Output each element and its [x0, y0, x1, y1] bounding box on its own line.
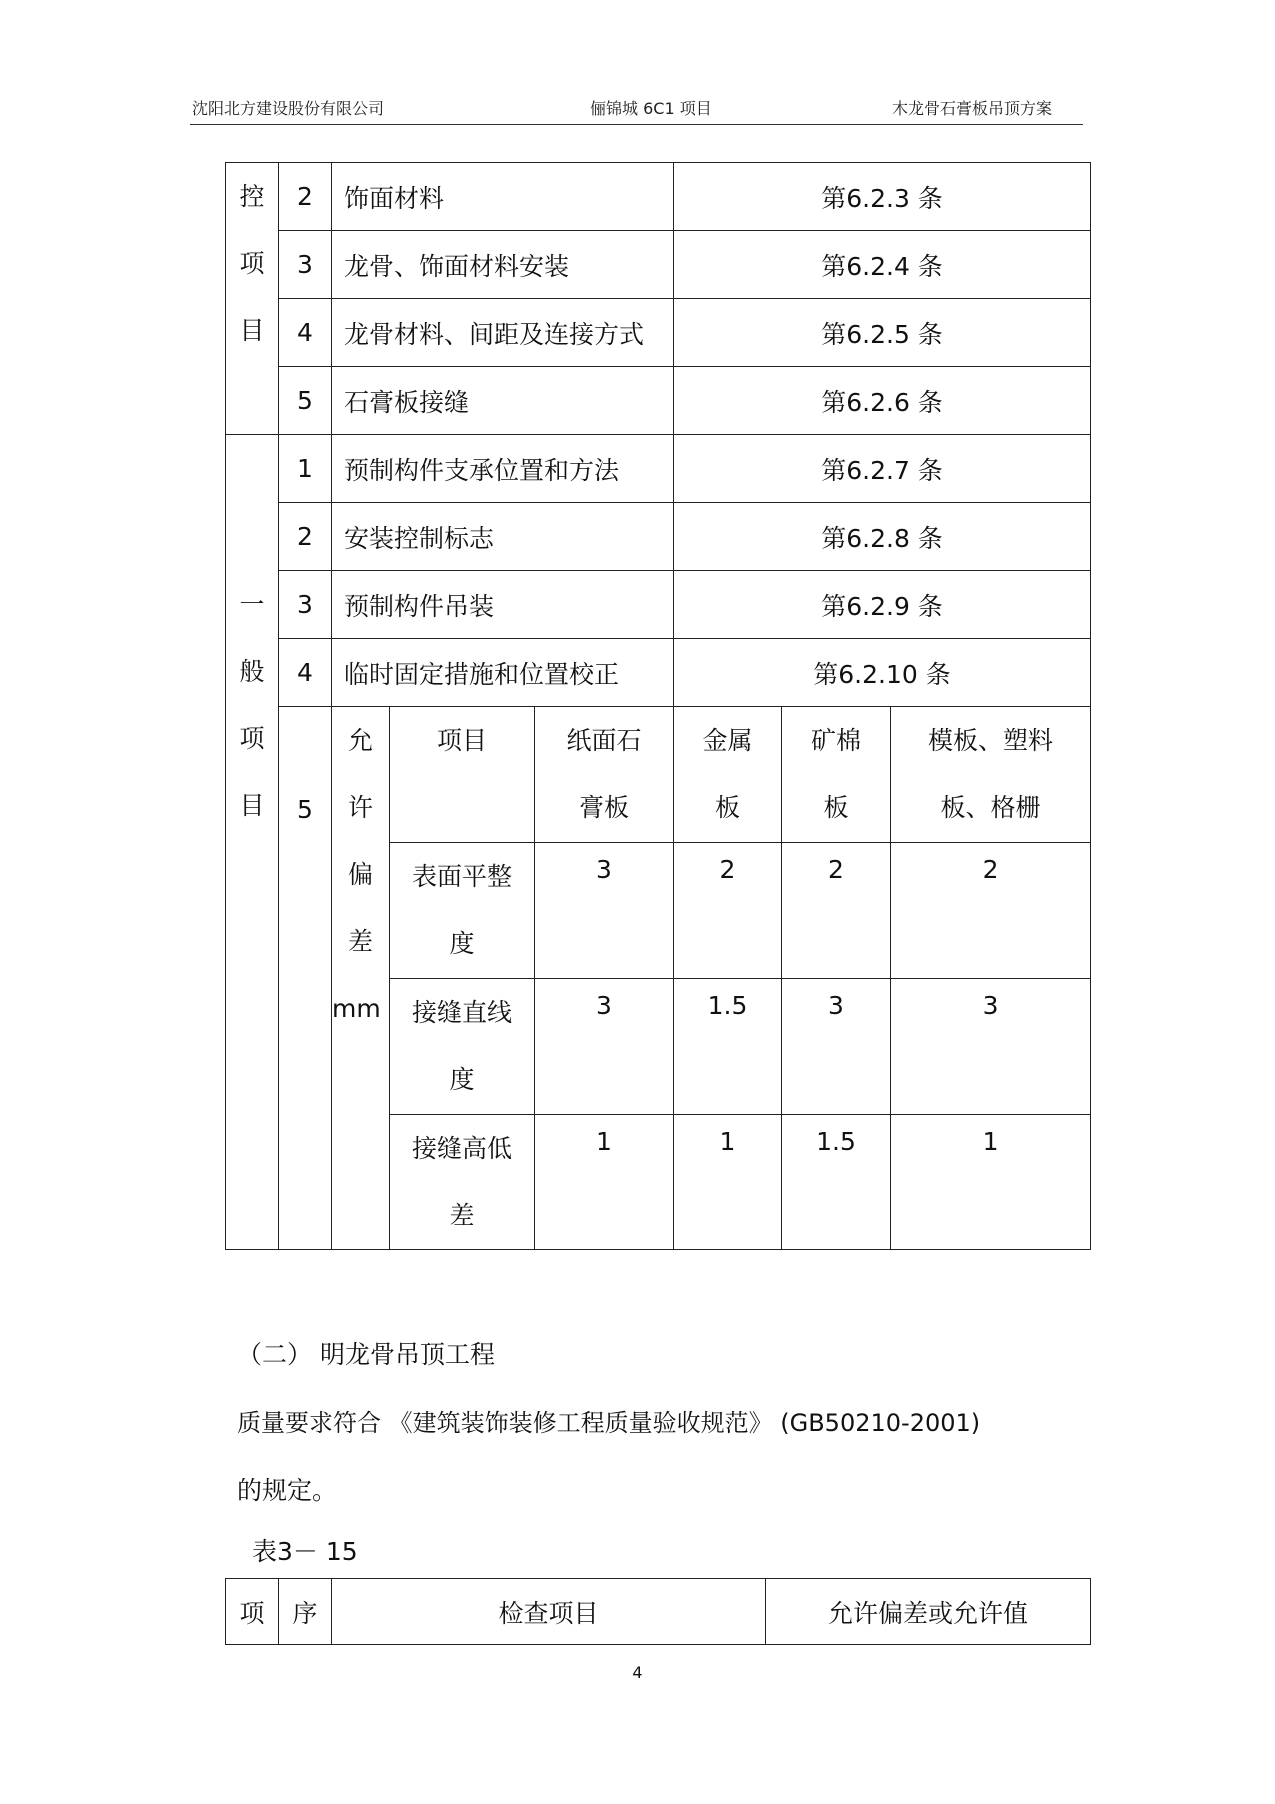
deviation-header-mineral: 矿棉 板: [782, 707, 891, 843]
header-check-item: 检查项目: [332, 1579, 766, 1645]
row-reference: 第6.2.10 条: [674, 639, 1091, 707]
row-reference: 第6.2.4 条: [674, 231, 1091, 299]
header-divider: [190, 124, 1083, 125]
deviation-row-name: 接缝高低 差: [390, 1115, 535, 1250]
deviation-number: 5: [279, 707, 332, 1250]
deviation-row-name: 接缝直线 度: [390, 979, 535, 1115]
deviation-value: 2: [891, 843, 1091, 979]
row-item: 饰面材料: [332, 163, 674, 231]
row-number: 2: [279, 163, 332, 231]
row-item: 龙骨、饰面材料安装: [332, 231, 674, 299]
section-paragraph-line2: 的规定。: [237, 1476, 338, 1505]
deviation-value: 1.5: [782, 1115, 891, 1250]
page-number: 4: [632, 1663, 643, 1682]
row-number: 2: [279, 503, 332, 571]
row-reference: 第6.2.5 条: [674, 299, 1091, 367]
header-plan: 木龙骨石膏板吊顶方案: [892, 99, 1053, 118]
row-reference: 第6.2.8 条: [674, 503, 1091, 571]
general-group-label: 一 般 项 目: [226, 435, 279, 1250]
section-heading: （二） 明龙骨吊顶工程: [237, 1340, 495, 1369]
deviation-value: 2: [782, 843, 891, 979]
quality-table: [225, 162, 1091, 1250]
row-number: 3: [279, 231, 332, 299]
row-number: 4: [279, 639, 332, 707]
row-number: 1: [279, 435, 332, 503]
deviation-header-composite: 模板、塑料 板、格栅: [891, 707, 1091, 843]
row-reference: 第6.2.9 条: [674, 571, 1091, 639]
deviation-header-item: 项目: [390, 707, 535, 843]
table-caption: 表3－ 15: [252, 1537, 358, 1566]
header-company: 沈阳北方建设股份有限公司: [192, 99, 385, 118]
row-number: 5: [279, 367, 332, 435]
row-item: 龙骨材料、间距及连接方式: [332, 299, 674, 367]
row-reference: 第6.2.7 条: [674, 435, 1091, 503]
open-keel-table: [225, 1578, 1091, 1645]
header-allowed: 允许偏差或允许值: [766, 1579, 1091, 1645]
deviation-value: 1: [535, 1115, 674, 1250]
deviation-row-name: 表面平整 度: [390, 843, 535, 979]
deviation-header-gypsum: 纸面石 膏板: [535, 707, 674, 843]
row-item: 预制构件吊装: [332, 571, 674, 639]
control-group-label: 控 项 目: [226, 163, 279, 435]
deviation-value: 1: [891, 1115, 1091, 1250]
row-item: 预制构件支承位置和方法: [332, 435, 674, 503]
header-project: 俪锦城 6C1 项目: [590, 99, 712, 118]
deviation-value: 3: [535, 843, 674, 979]
header-sequence: 序: [279, 1579, 332, 1645]
deviation-value: 2: [674, 843, 782, 979]
row-number: 3: [279, 571, 332, 639]
deviation-value: 3: [891, 979, 1091, 1115]
section-paragraph-line1: 质量要求符合 《建筑装饰装修工程质量验收规范》 (GB50210-2001): [237, 1409, 981, 1437]
deviation-label: 允 许 偏 差 mm: [332, 707, 390, 1250]
row-item: 临时固定措施和位置校正: [332, 639, 674, 707]
row-number: 4: [279, 299, 332, 367]
deviation-value: 1: [674, 1115, 782, 1250]
row-item: 石膏板接缝: [332, 367, 674, 435]
row-reference: 第6.2.6 条: [674, 367, 1091, 435]
deviation-header-metal: 金属 板: [674, 707, 782, 843]
deviation-value: 1.5: [674, 979, 782, 1115]
row-item: 安装控制标志: [332, 503, 674, 571]
deviation-value: 3: [535, 979, 674, 1115]
deviation-value: 3: [782, 979, 891, 1115]
header-category: 项: [226, 1579, 279, 1645]
row-reference: 第6.2.3 条: [674, 163, 1091, 231]
